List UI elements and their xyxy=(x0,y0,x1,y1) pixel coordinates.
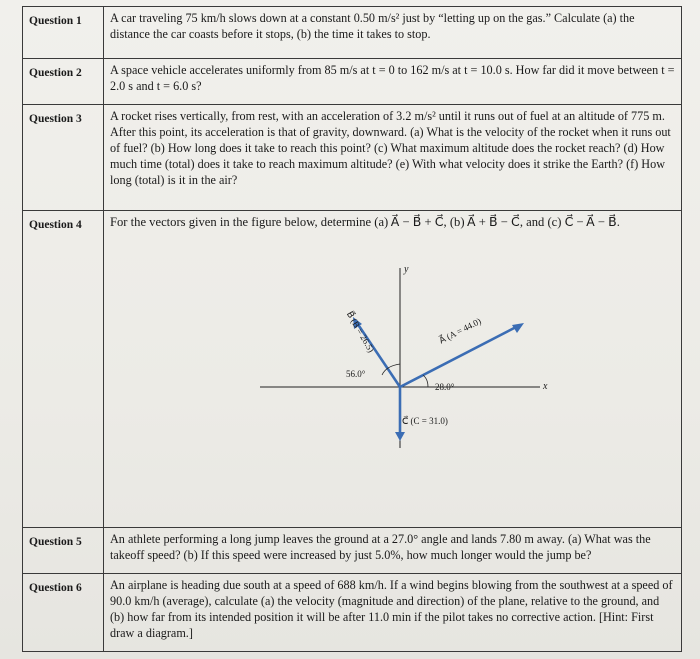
question-label: Question 3 xyxy=(23,105,104,211)
question-label: Question 2 xyxy=(23,59,104,105)
question-row-3 xyxy=(23,105,682,211)
question-text: An athlete performing a long jump leaves the ground at a 27.0° angle and lands 7.80 m away. (a) What was the takeoff speed? (b) If this speed were increased by just 5.0%, how much longer would the jump be? xyxy=(104,528,682,574)
question-label: Question 5 xyxy=(23,528,104,574)
question-label: Question 6 xyxy=(23,574,104,652)
question-row-4 xyxy=(23,211,682,528)
vector-B-label: B⃗ (B = 26.5) xyxy=(344,309,377,355)
question-text: An airplane is heading due south at a speed of 688 km/h. If a wind begins blowing from the southwest at a speed of 90.0 km/h (average), calculate (a) the velocity (magnitude and direction) of the plane, relative to the ground, and (b) how far from its intended position it will be after 11.0 min if the pilot takes no corrective action. [Hint: First draw a diagram.] xyxy=(104,574,682,652)
question-label: Question 4 xyxy=(23,211,104,528)
question-label: Question 1 xyxy=(23,7,104,59)
vector-diagram xyxy=(110,238,670,498)
question-row-1 xyxy=(23,7,682,59)
question-text: For the vectors given in the figure below, determine (a) A⃗ − B⃗ + C⃗, (b) A⃗ + B⃗ − C⃗, and (c) C⃗ − A⃗ − B⃗. xyxy=(110,215,620,229)
question-text: A car traveling 75 km/h slows down at a constant 0.50 m/s² just by “letting up on the gas.” Calculate (a) the distance the car coasts before it stops, (b) the time it takes to stop. xyxy=(104,7,682,59)
vector-A-label: A⃗ (A = 44.0) xyxy=(437,315,483,346)
question-text: A space vehicle accelerates uniformly from 85 m/s at t = 0 to 162 m/s at t = 10.0 s. How far did it move between t = 2.0 s and t = 6.0 s? xyxy=(104,59,682,105)
x-axis-label: x xyxy=(543,381,548,392)
vector-C-arrowhead xyxy=(395,432,405,441)
vector-C-label: C⃗ (C = 31.0) xyxy=(402,416,448,426)
question-4-cell xyxy=(104,211,682,528)
questions-table xyxy=(22,6,682,652)
angle-A-label: 28.0° xyxy=(435,382,455,392)
angle-B-label: 56.0° xyxy=(346,369,366,379)
question-row-2 xyxy=(23,59,682,105)
question-row-6 xyxy=(23,574,682,652)
question-row-5 xyxy=(23,528,682,574)
y-axis-label: y xyxy=(404,264,409,275)
vector-figure xyxy=(110,238,670,498)
angle-A-arc xyxy=(423,375,428,387)
question-text: A rocket rises vertically, from rest, with an acceleration of 3.2 m/s² until it runs out of fuel at an altitude of 775 m. After this point, its acceleration is that of gravity, downward. (a) What is the velocity of the rocket when it runs out of fuel? (b) How long does it take to reach this point? (c) What maximum altitude does the rocket reach? (d) How much time (total) does it take to reach maximum altitude? (e) With what velocity does it strike the Earth? (f) How long (total) is it in the air? xyxy=(104,105,682,211)
